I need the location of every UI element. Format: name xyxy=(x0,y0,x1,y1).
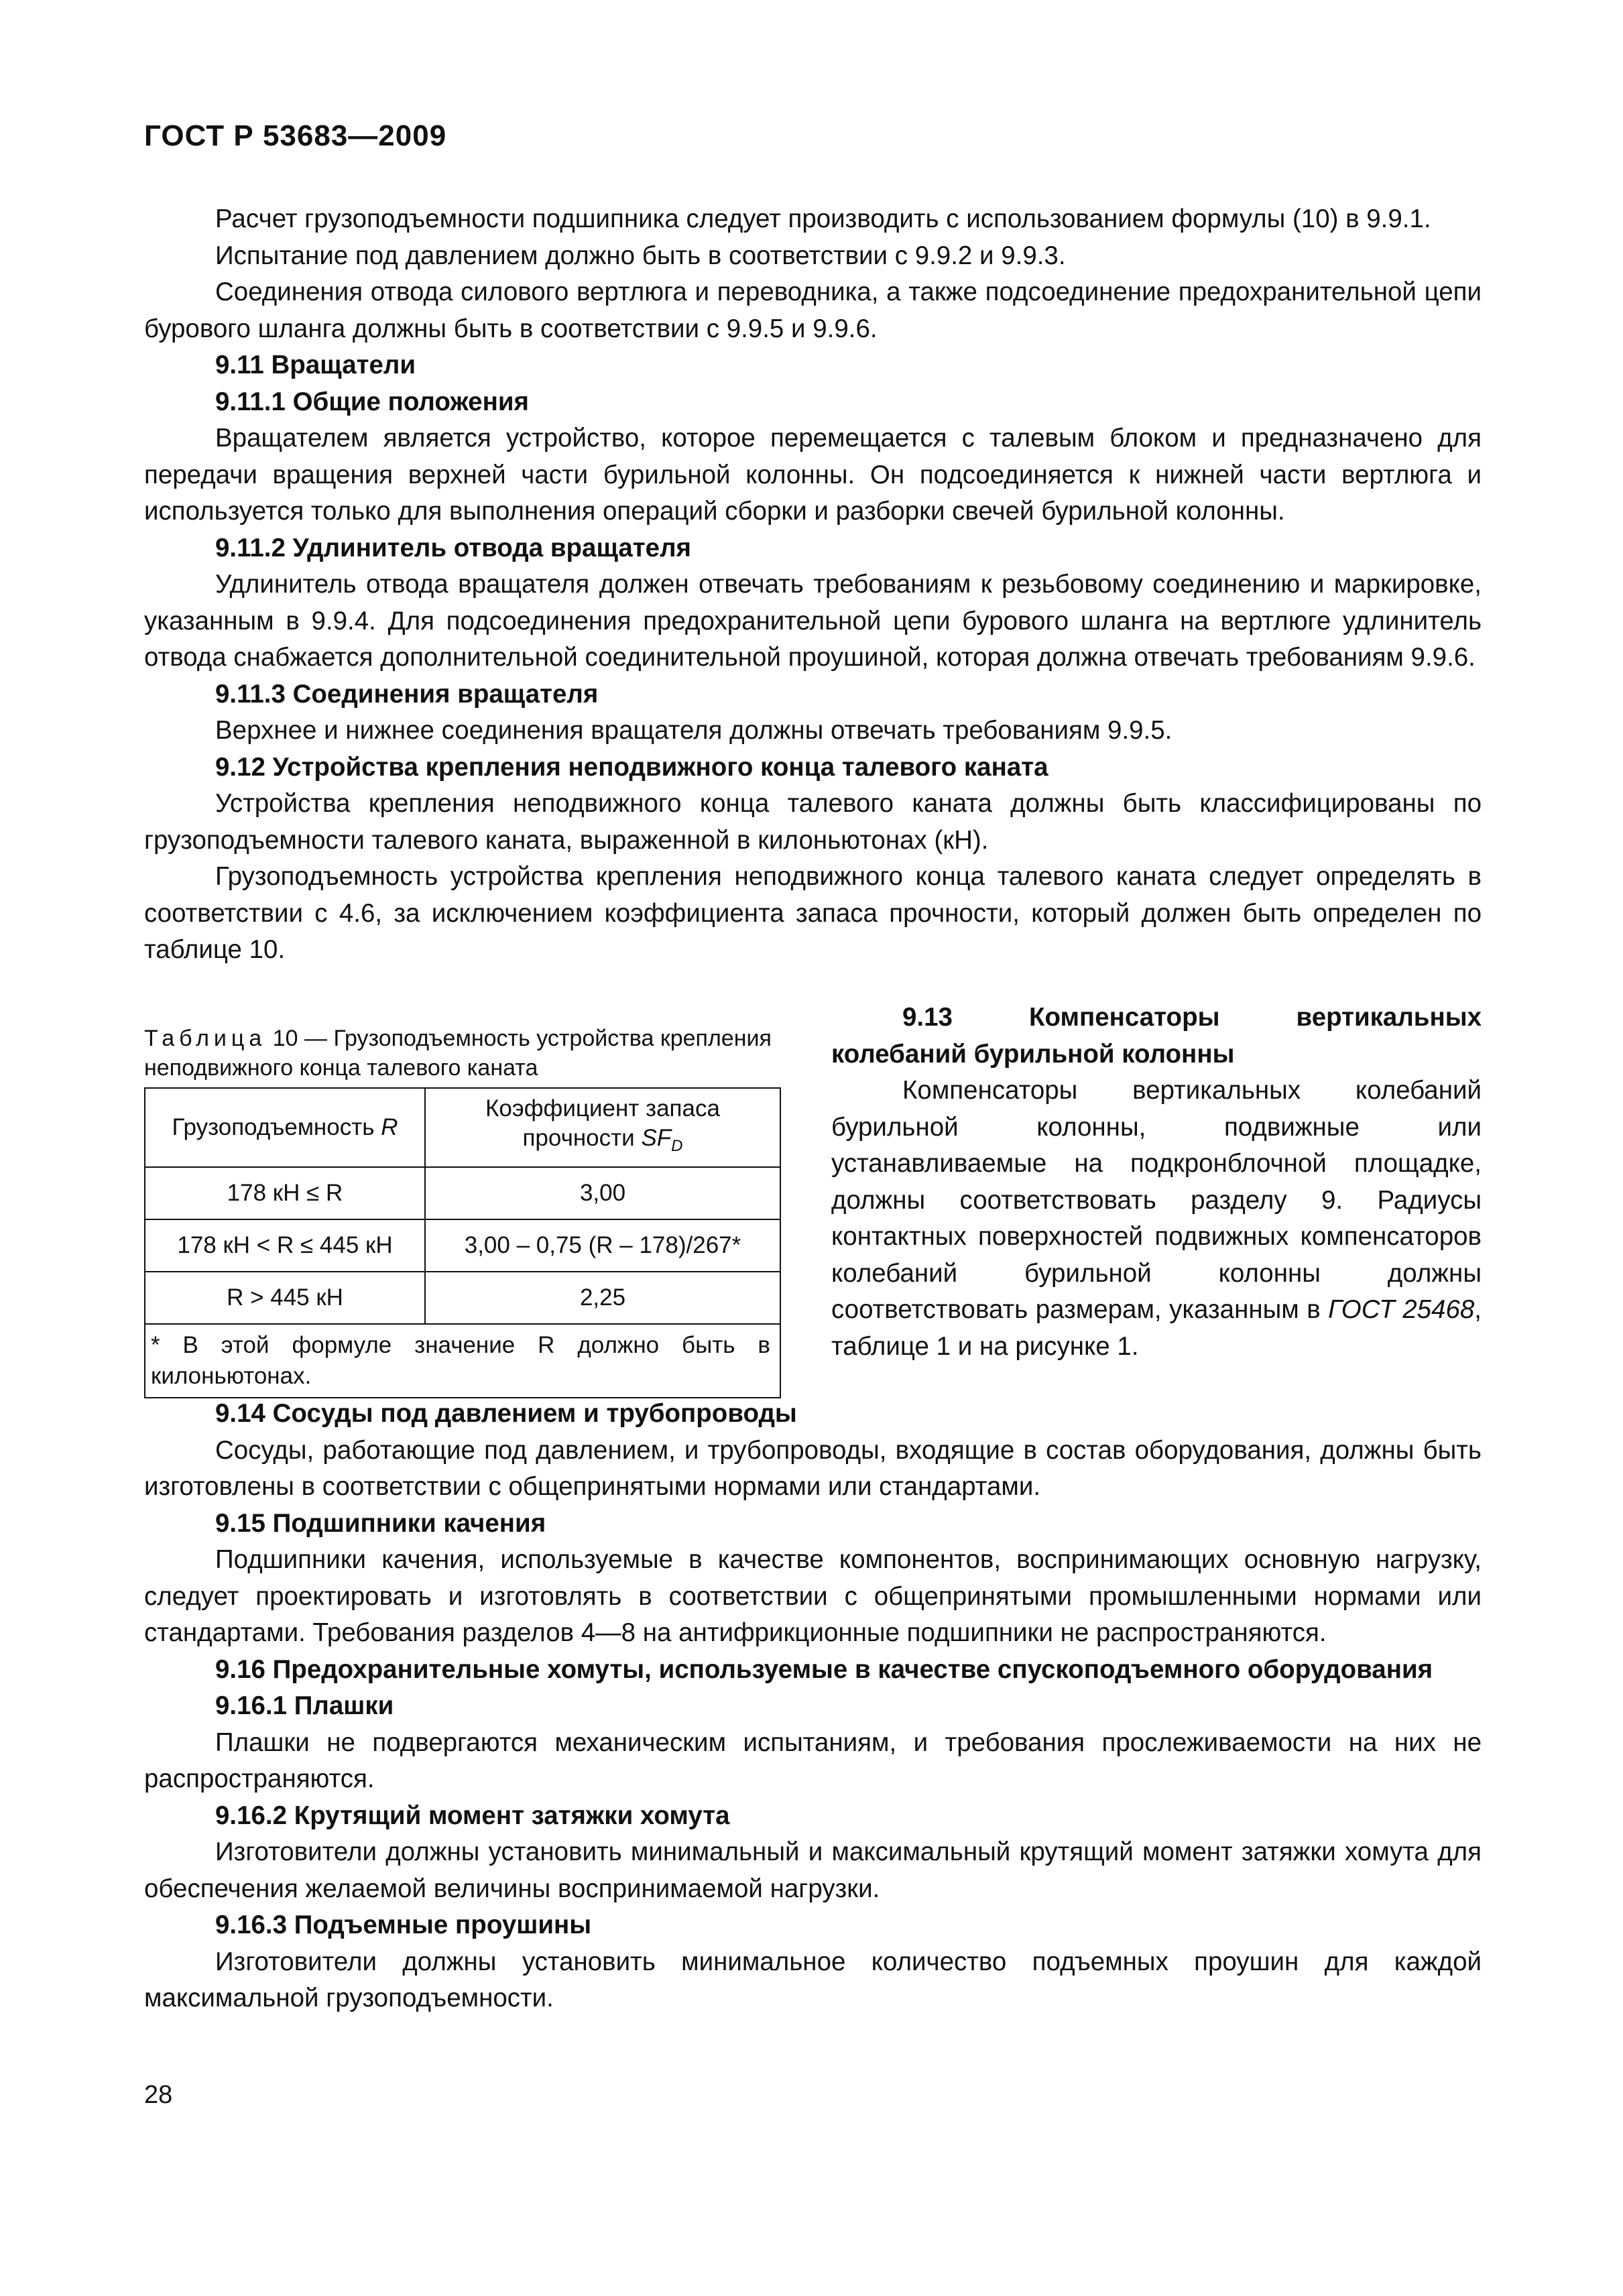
right-column xyxy=(831,1000,1482,1365)
paragraph: Грузоподъемность устройства крепления неподвижного конца талевого каната следует определять в соответствии с 4.6, за исключением коэффициента запаса прочности, который должен быть определен по таблице 10. xyxy=(144,862,1482,964)
section-heading: 9.16 Предохранительные хомуты, используемые в качестве спускоподъемного оборудования xyxy=(215,1654,1433,1684)
paragraph: Удлинитель отвода вращателя должен отвечать требованиям к резьбовому соединению и маркировке, указанным в 9.9.4. Для подсоединения предохранительной цепи бурового шланга на вертлюге удлинитель отвода снабжается дополнительной соединительной проушиной, которая должна отвечать требованиям 9.9.6. xyxy=(144,570,1482,672)
table-caption-text: 10 — Грузоподъемность устройства крепления неподвижного конца талевого каната xyxy=(144,1026,772,1081)
section-heading: 9.11.3 Соединения вращателя xyxy=(215,679,599,709)
paragraph: Расчет грузоподъемности подшипника следует производить с использованием формулы (10) в 9.9.1. xyxy=(215,204,1431,233)
table-cell: 3,00 xyxy=(425,1167,780,1219)
section-heading: 9.16.2 Крутящий момент затяжки хомута xyxy=(215,1801,730,1830)
standard-reference: ГОСТ 25468 xyxy=(1328,1295,1475,1324)
table-cell: 178 кН < R ≤ 445 кН xyxy=(145,1219,425,1272)
document-header: ГОСТ Р 53683—2009 xyxy=(144,119,447,152)
table-row xyxy=(145,1272,780,1324)
paragraph: Вращателем является устройство, которое перемещается с талевым блоком и предназначено для передачи вращения верхней части бурильной колонны. Он подсоединяется к нижней части вертлюга и используется только для выполнения операций сборки и разборки свечей бурильной колонны. xyxy=(144,424,1482,526)
paragraph: Изготовители должны установить минимальный и максимальный крутящий момент затяжки хомута для обеспечения желаемой величины воспринимаемой нагрузки. xyxy=(144,1837,1482,1903)
paragraph: Плашки не подвергаются механическим испытаниям, и требования прослеживаемости на них не распространяются. xyxy=(144,1728,1482,1793)
paragraph: Соединения отвода силового вертлюга и переводника, а также подсоединение предохранительной цепи бурового шланга должны быть в соответствии с 9.9.5 и 9.9.6. xyxy=(144,278,1482,343)
table-cell: R > 445 кН xyxy=(145,1272,425,1324)
table-cell: 178 кН ≤ R xyxy=(145,1167,425,1219)
paragraph: Подшипники качения, используемые в качестве компонентов, воспринимающих основную нагрузку, следует проектировать и изготовлять в соответствии с общепринятыми промышленными нормами или стандартами. Требования разделов 4—8 на антифрикционные подшипники не распространяются. xyxy=(144,1545,1482,1647)
table-header-cell: Коэффициент запаса прочности $SF_D$ xyxy=(425,1088,780,1167)
section-heading: 9.11.1 Общие положения xyxy=(215,387,529,416)
section-heading: 9.11 Вращатели xyxy=(215,351,416,379)
table-header-cell: Грузоподъемность R xyxy=(145,1088,425,1167)
paragraph: Сосуды, работающие под давлением, и трубопроводы, входящие в состав оборудования, должны быть изготовлены в соответствии с общепринятыми нормами или стандартами. xyxy=(144,1435,1482,1501)
paragraph: Изготовители должны установить минимальное количество подъемных проушин для каждой максимальной грузоподъемности. xyxy=(144,1947,1482,2012)
table-cell: 2,25 xyxy=(425,1272,780,1324)
paragraph: Верхнее и нижнее соединения вращателя должны отвечать требованиям 9.9.5. xyxy=(215,716,1173,745)
table-caption-label: Таблица xyxy=(144,1026,267,1051)
table-caption xyxy=(144,1024,781,1083)
page-number: 28 xyxy=(144,2081,173,2109)
bottom-body xyxy=(144,1396,1482,2017)
section-heading: 9.14 Сосуды под давлением и трубопроводы xyxy=(215,1399,797,1428)
table-row xyxy=(145,1167,780,1219)
section-heading: 9.16.1 Плашки xyxy=(215,1691,394,1720)
table-row xyxy=(145,1219,780,1272)
load-capacity-table xyxy=(144,1087,781,1398)
section-heading: 9.11.2 Удлинитель отвода вращателя xyxy=(215,533,691,562)
table-note-row xyxy=(145,1324,780,1398)
top-body xyxy=(144,201,1482,969)
section-heading: 9.15 Подшипники качения xyxy=(215,1508,546,1538)
table-header-row xyxy=(145,1088,780,1167)
table-footnote: * В этой формуле значение R должно быть в килоньютонах. xyxy=(145,1324,780,1398)
table-cell: 3,00 – 0,75 (R – 178)/267* xyxy=(425,1219,780,1272)
section-heading: 9.13 Компенсаторы вертикальных колебаний бурильной колонны xyxy=(831,1003,1482,1069)
paragraph: Устройства крепления неподвижного конца талевого каната должны быть классифицированы по грузоподъемности талевого каната, выраженной в килоньютонах (кН). xyxy=(144,789,1482,855)
paragraph: Компенсаторы вертикальных колебаний бурильной колонны, подвижные или устанавливаемые на подкронблочной площадке, должны соответствовать разделу 9. Радиусы контактных поверхностей подвижных компенсаторов колебаний бурильной колонны должны соответствовать размерам, указанным в ГОСТ 25468, таблице 1 и на рисунке 1. xyxy=(831,1076,1482,1361)
paragraph: Испытание под давлением должно быть в соответствии с 9.9.2 и 9.9.3. xyxy=(215,241,1066,270)
section-heading: 9.12 Устройства крепления неподвижного конца талевого каната xyxy=(215,752,1048,782)
section-heading: 9.16.3 Подъемные проушины xyxy=(215,1911,592,1939)
